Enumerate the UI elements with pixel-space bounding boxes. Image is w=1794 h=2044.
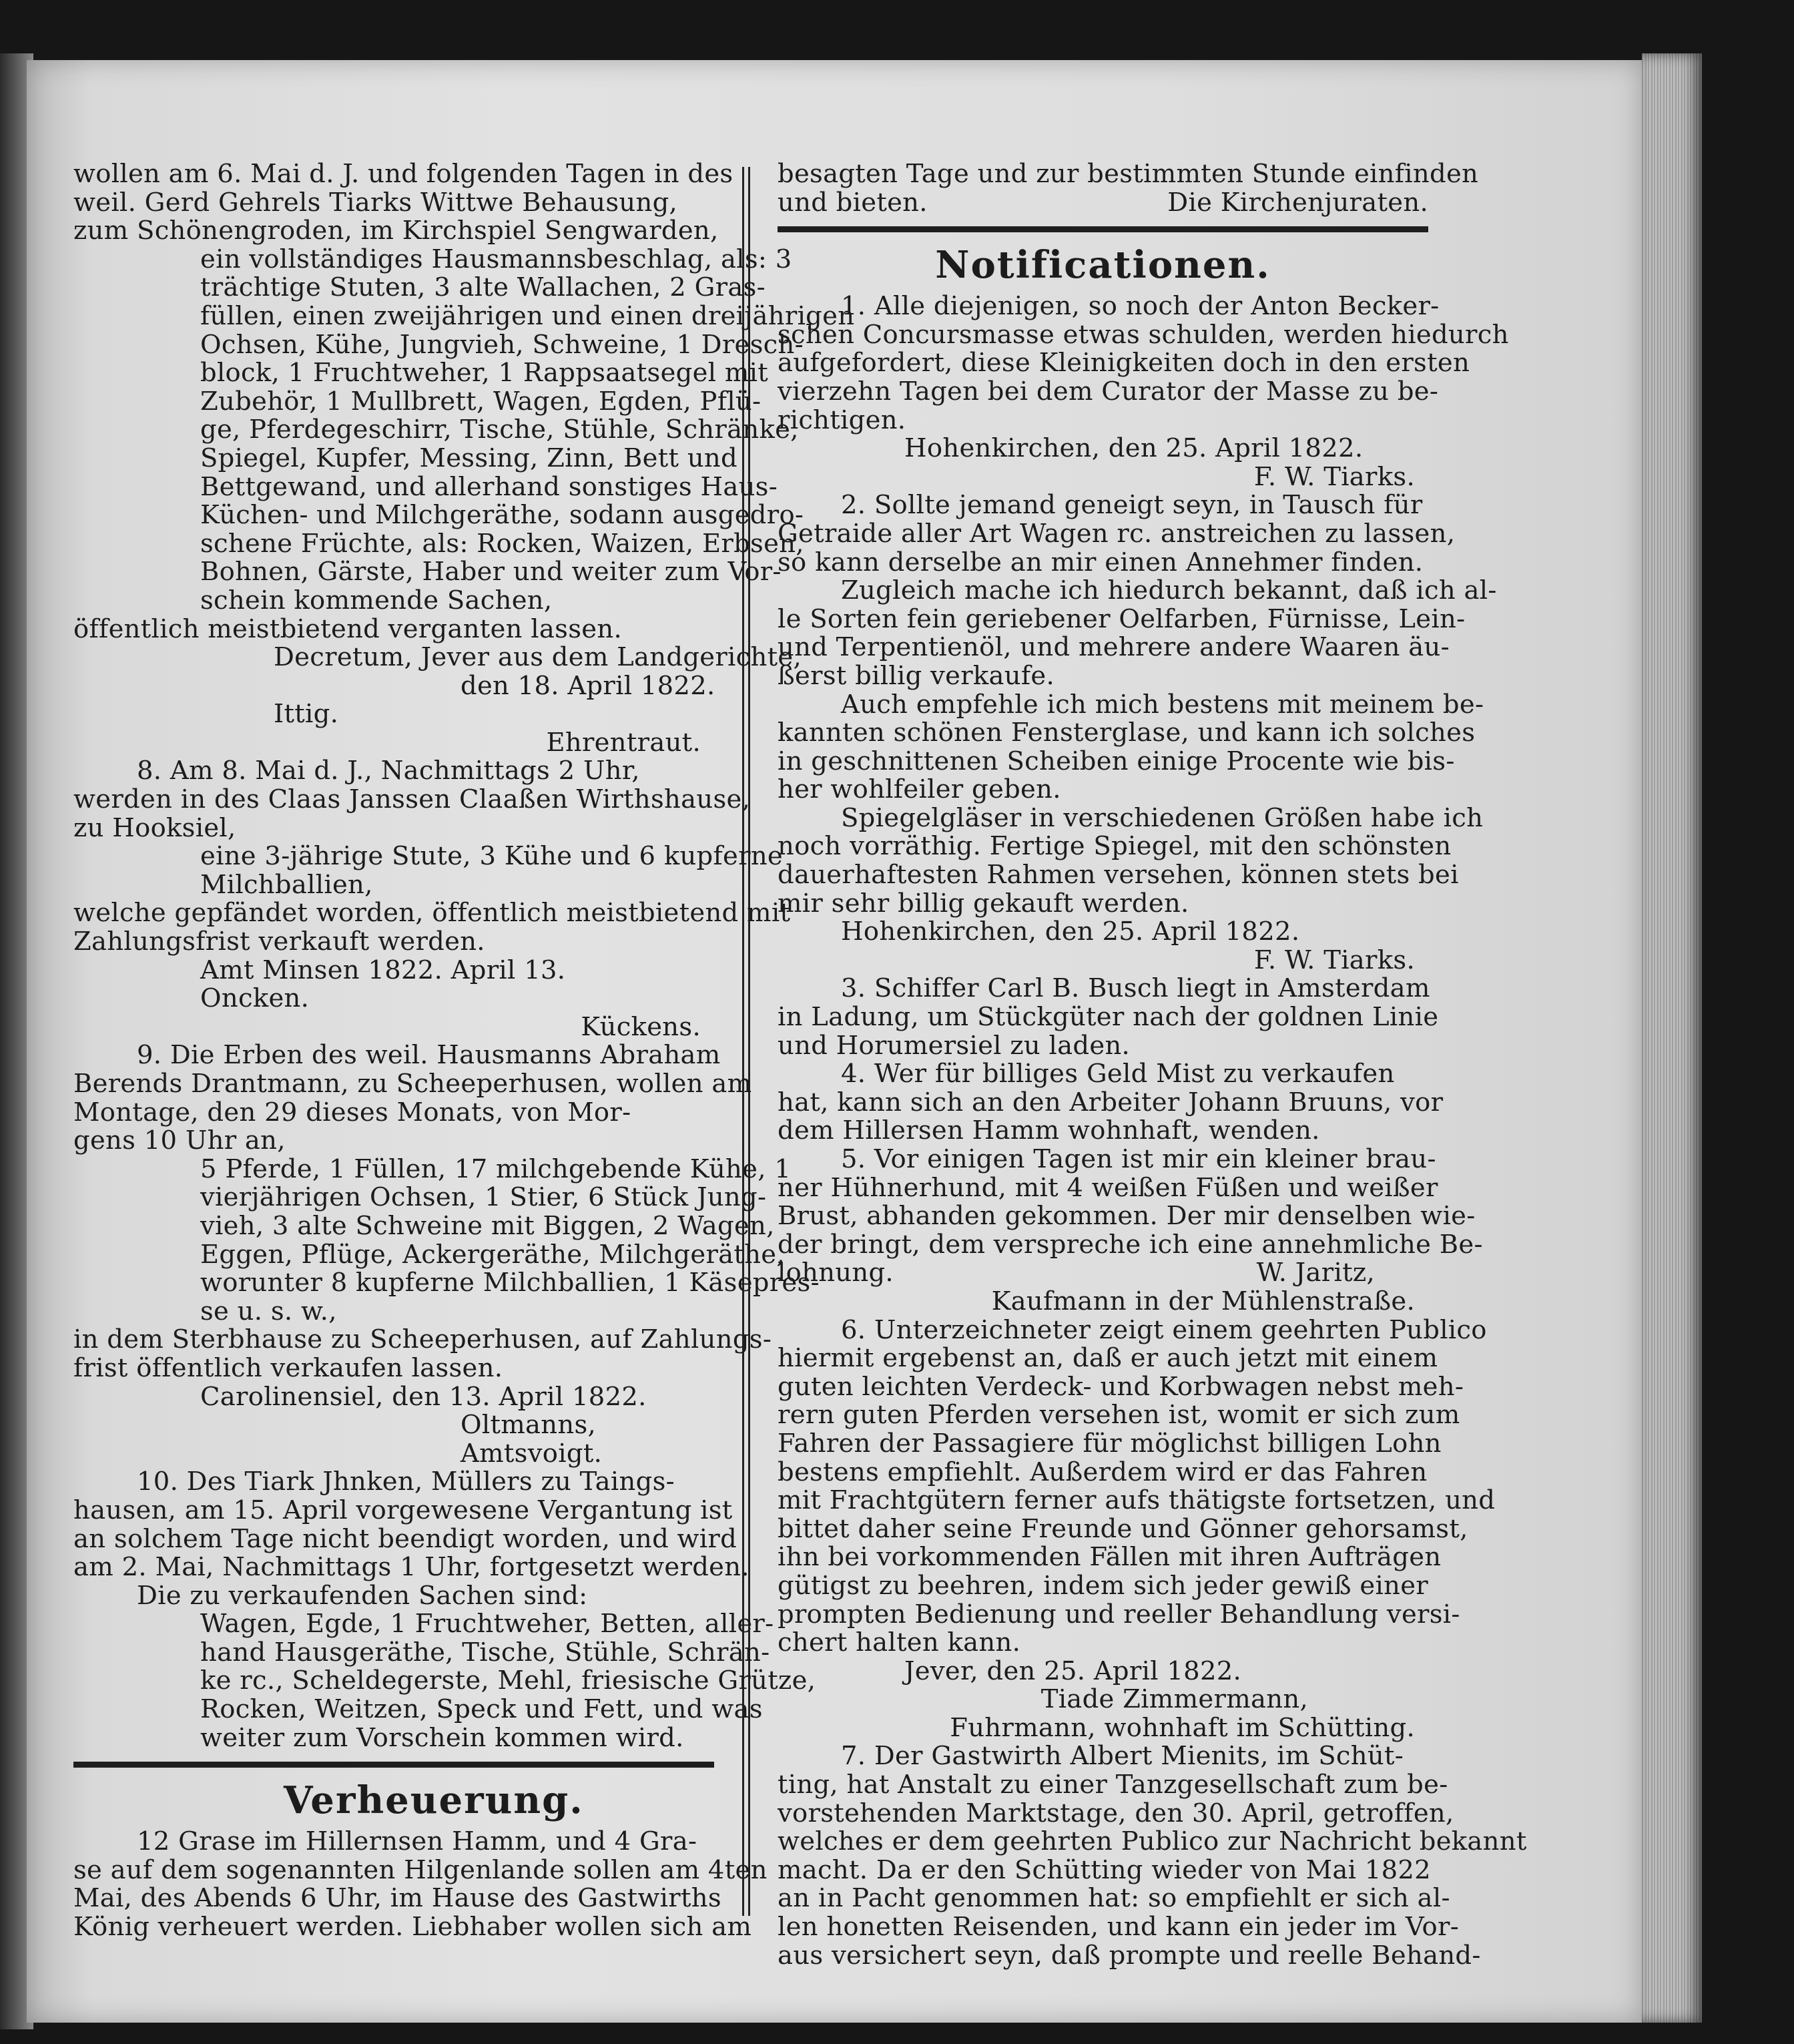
text-line: so kann derselbe an mir einen Annehmer finden.: [778, 547, 1424, 577]
text-line: an solchem Tage nicht beendigt worden, und wird: [73, 1523, 737, 1554]
text-line: Zugleich mache ich hiedurch bekannt, daß ich al-: [841, 575, 1497, 606]
signature: Oltmanns,: [461, 1410, 597, 1441]
text-line: macht. Da er den Schütting wieder von Mai 1822: [778, 1854, 1431, 1885]
text-line: der bringt, dem verspreche ich eine annehmliche Be-: [778, 1229, 1483, 1260]
text-line: ke rc., Scheldegerste, Mehl, friesische Grütze,: [200, 1666, 816, 1696]
text-line: rern guten Pferden versehen ist, womit er sich zum: [778, 1400, 1460, 1431]
text-line: her wohlfeiler geben.: [778, 774, 1061, 805]
text-line: 10. Des Tiark Jhnken, Müllers zu Taings-: [137, 1467, 675, 1497]
text-line: Ochsen, Kühe, Jungvieh, Schweine, 1 Dresch-: [200, 329, 804, 360]
text-line: Zahlungsfrist verkauft werden.: [73, 927, 485, 957]
text-line: schene Früchte, als: Rocken, Waizen, Erbsen,: [200, 528, 804, 559]
text-line: in geschnittenen Scheiben einige Procente wie bis-: [778, 746, 1455, 776]
text-line: noch vorräthig. Fertige Spiegel, mit den schönsten: [778, 831, 1452, 862]
signature: Tiade Zimmermann,: [1040, 1684, 1308, 1715]
text-line: öffentlich meistbietend verganten lassen.: [73, 613, 622, 644]
text-line: Bohnen, Gärste, Haber und weiter zum Vor-: [200, 557, 782, 587]
text-line: mit Frachtgütern ferner aufs thätigste fortsetzen, und: [778, 1485, 1496, 1516]
text-line: dauerhaftesten Rahmen versehen, können stets bei: [778, 860, 1459, 890]
section-heading-verheuerung: Verheuerung.: [284, 1778, 584, 1823]
text-line: bittet daher seine Freunde und Gönner gehorsamst,: [778, 1513, 1468, 1544]
text-line: hat, kann sich an den Arbeiter Johann Bruuns, vor: [778, 1087, 1444, 1117]
text-line: 7. Der Gastwirth Albert Mienits, im Schüt-: [841, 1741, 1404, 1772]
text-line: und Horumersiel zu laden.: [778, 1030, 1131, 1061]
signature: F. W. Tiarks.: [1253, 945, 1415, 975]
text-line: Amt Minsen 1822. April 13.: [200, 955, 566, 985]
text-line: chert halten kann.: [778, 1627, 1021, 1658]
text-line: am 2. Mai, Nachmittags 1 Uhr, fortgesetzt werden.: [73, 1552, 750, 1583]
text-line: Hohenkirchen, den 25. April 1822.: [904, 433, 1364, 464]
text-line: dem Hillersen Hamm wohnhaft, wenden.: [778, 1115, 1320, 1146]
text-line: füllen, einen zweijährigen und einen dreijährigen: [200, 300, 855, 331]
text-line: prompten Bedienung und reeller Behandlung versi-: [778, 1599, 1460, 1629]
text-line: trächtige Stuten, 3 alte Wallachen, 2 Gras-: [200, 272, 766, 303]
text-line: kannten schönen Fensterglase, und kann ich solches: [778, 718, 1476, 748]
section-rule: [778, 226, 1428, 232]
text-line: aus versichert seyn, daß prompte und reelle Behand-: [778, 1940, 1481, 1971]
signature: Amtsvoigt.: [461, 1438, 603, 1469]
signature: Kaufmann in der Mühlenstraße.: [991, 1286, 1415, 1316]
text-line: se u. s. w.,: [200, 1296, 337, 1326]
text-line: an in Pacht genommen hat: so empfiehlt er sich al-: [778, 1883, 1450, 1914]
text-line: Decretum, Jever aus dem Landgerichte,: [274, 642, 802, 673]
text-line: Fahren der Passagiere für möglichst billigen Lohn: [778, 1428, 1442, 1459]
text-line: ting, hat Anstalt zu einer Tanzgesellschaft zum be-: [778, 1770, 1448, 1800]
text-line: eine 3-jährige Stute, 3 Kühe und 6 kupferne: [200, 841, 784, 872]
text-line: Zubehör, 1 Mullbrett, Wagen, Egden, Pflü-: [200, 386, 762, 417]
text-line: bestens empfiehlt. Außerdem wird er das Fahren: [778, 1457, 1428, 1487]
text-line: in dem Sterbhause zu Scheeperhusen, auf Zahlungs-: [73, 1324, 772, 1355]
text-line: ihn bei vorkommenden Fällen mit ihren Aufträgen: [778, 1542, 1442, 1573]
text-line: [778, 1259, 1428, 1288]
text-line: 4. Wer für billiges Geld Mist zu verkaufen: [841, 1059, 1395, 1089]
text-line: ner Hühnerhund, mit 4 weißen Füßen und weißer: [778, 1172, 1438, 1203]
text-line: Brust, abhanden gekommen. Der mir denselben wie-: [778, 1201, 1476, 1232]
section-rule: [73, 1762, 714, 1768]
text-line: vierzehn Tagen bei dem Curator der Masse zu be-: [778, 376, 1439, 407]
signature: Ehrentraut.: [546, 727, 701, 758]
text-line: worunter 8 kupferne Milchballien, 1 Käsepres-: [200, 1268, 820, 1298]
text-line: Spiegelgläser in verschiedenen Größen habe ich: [841, 802, 1484, 833]
text-line: guten leichten Verdeck- und Korbwagen nebst meh-: [778, 1371, 1464, 1402]
text-line: vierjährigen Ochsen, 1 Stier, 6 Stück Jung-: [200, 1182, 767, 1213]
text-line: Montage, den 29 dieses Monats, von Mor-: [73, 1097, 631, 1127]
text-line: 6. Unterzeichneter zeigt einem geehrten Publico: [841, 1314, 1487, 1345]
text-line: Die zu verkaufenden Sachen sind:: [137, 1580, 588, 1611]
text-line: le Sorten fein geriebener Oelfarben, Fürnisse, Lein-: [778, 603, 1466, 634]
text-line: Spiegel, Kupfer, Messing, Zinn, Bett und: [200, 443, 737, 473]
text-line: besagten Tage und zur bestimmten Stunde einfinden: [778, 159, 1479, 189]
text-line: ge, Pferdegeschirr, Tische, Stühle, Schränke,: [200, 415, 799, 445]
section-heading-notificationen: Notificationen.: [935, 243, 1271, 288]
text-line: Jever, den 25. April 1822.: [904, 1655, 1242, 1686]
text-line: 12 Grase im Hillernsen Hamm, und 4 Gra-: [137, 1826, 697, 1857]
text-line: Auch empfehle ich mich bestens mit meinem be-: [841, 689, 1484, 720]
text-line: [778, 189, 1428, 218]
text-line: Getraide aller Art Wagen rc. anstreichen zu lassen,: [778, 518, 1456, 549]
text-line: 1. Alle diejenigen, so noch der Anton Becker-: [841, 291, 1440, 322]
text-line: hand Hausgeräthe, Tische, Stühle, Schrän-: [200, 1637, 770, 1668]
text-line: den 18. April 1822.: [461, 670, 715, 701]
text-line: Mai, des Abends 6 Uhr, im Hause des Gastwirths: [73, 1883, 721, 1914]
text-line: Hohenkirchen, den 25. April 1822.: [841, 917, 1300, 947]
text-line: gens 10 Uhr an,: [73, 1125, 286, 1156]
text-line: König verheuert werden. Liebhaber wollen sich am: [73, 1912, 752, 1943]
text-line: werden in des Claas Janssen Claaßen Wirthshause,: [73, 784, 751, 815]
text-line: vorstehenden Marktstage, den 30. April, getroffen,: [778, 1798, 1454, 1828]
text-line: Wagen, Egde, 1 Fruchtweher, Betten, aller-: [200, 1609, 774, 1639]
text-line: Bettgewand, und allerhand sonstiges Haus-: [200, 471, 778, 502]
signature: F. W. Tiarks.: [1253, 461, 1415, 492]
text-line: richtigen.: [778, 405, 906, 435]
text-line: zum Schönengroden, im Kirchspiel Sengwarden,: [73, 216, 719, 246]
text-line: schen Concursmasse etwas schulden, werden hiedurch: [778, 319, 1509, 350]
text-line: zu Hooksiel,: [73, 812, 236, 843]
text-line: vieh, 3 alte Schweine mit Biggen, 2 Wagen,: [200, 1210, 775, 1241]
signature: Die Kirchenjuraten.: [1167, 187, 1428, 218]
text-line: Berends Drantmann, zu Scheeperhusen, wollen am: [73, 1069, 752, 1099]
text-line: block, 1 Fruchtweher, 1 Rappsaatsegel mit: [200, 358, 769, 389]
text-line: gütigst zu beehren, indem sich jeder gewiß einer: [778, 1570, 1429, 1601]
text-line: weiter zum Vorschein kommen wird.: [200, 1722, 684, 1753]
text-line: 3. Schiffer Carl B. Busch liegt in Amsterdam: [841, 973, 1430, 1004]
text-line: 5. Vor einigen Tagen ist mir ein kleiner brau-: [841, 1144, 1436, 1174]
text-line: Eggen, Pflüge, Ackergeräthe, Milchgeräthe,: [200, 1239, 785, 1270]
signature: Ittig.: [274, 699, 339, 730]
text-line: weil. Gerd Gehrels Tiarks Wittwe Behausung,: [73, 187, 678, 218]
text-line: ßerst billig verkaufe.: [778, 660, 1055, 691]
text-line: und Terpentienöl, und mehrere andere Waaren äu-: [778, 632, 1450, 663]
text-line: aufgefordert, diese Kleinigkeiten doch in den ersten: [778, 348, 1470, 378]
text-line: se auf dem sogenannten Hilgenlande sollen am 4ten: [73, 1854, 768, 1885]
text-line: hiermit ergebenst an, daß er auch jetzt mit einem: [778, 1343, 1438, 1374]
text-line: Milchballien,: [200, 869, 373, 900]
text-fragment: und bieten.: [778, 187, 928, 218]
text-fragment: lohnung.: [778, 1258, 894, 1288]
right-column: [778, 159, 1527, 1971]
text-line: hausen, am 15. April vorgewesene Vergantung ist: [73, 1495, 733, 1525]
text-line: Rocken, Weitzen, Speck und Fett, und was: [200, 1694, 763, 1725]
text-line: welche gepfändet worden, öffentlich meistbietend mit: [73, 898, 791, 929]
text-line: Küchen- und Milchgeräthe, sodann ausgedro-: [200, 500, 804, 531]
signature: Fuhrmann, wohnhaft im Schütting.: [950, 1712, 1415, 1743]
text-line: 2. Sollte jemand geneigt seyn, in Tausch für: [841, 490, 1423, 521]
text-line: frist öffentlich verkaufen lassen.: [73, 1352, 503, 1383]
text-line: Carolinensiel, den 13. April 1822.: [200, 1381, 647, 1412]
signature: W. Jaritz,: [1256, 1258, 1375, 1288]
page-edges: [1642, 53, 1702, 2023]
text-line: in Ladung, um Stückgüter nach der goldnen Linie: [778, 1002, 1439, 1033]
text-line: schein kommende Sachen,: [200, 585, 553, 615]
text-line: welches er dem geehrten Publico zur Nachricht bekannt: [778, 1826, 1527, 1857]
text-line: len honetten Reisenden, und kann ein jeder im Vor-: [778, 1912, 1459, 1943]
text-line: 8. Am 8. Mai d. J., Nachmittags 2 Uhr,: [137, 756, 640, 786]
text-line: mir sehr billig gekauft werden.: [778, 888, 1189, 919]
signature: Oncken.: [200, 983, 310, 1014]
text-line: ein vollständiges Hausmannsbeschlag, als: 3: [200, 244, 792, 274]
text-line: wollen am 6. Mai d. J. und folgenden Tagen in des: [73, 159, 733, 189]
text-line: 5 Pferde, 1 Füllen, 17 milchgebende Kühe, 1: [200, 1154, 792, 1184]
signature: Kückens.: [581, 1011, 701, 1042]
text-line: 9. Die Erben des weil. Hausmanns Abraham: [137, 1040, 721, 1071]
